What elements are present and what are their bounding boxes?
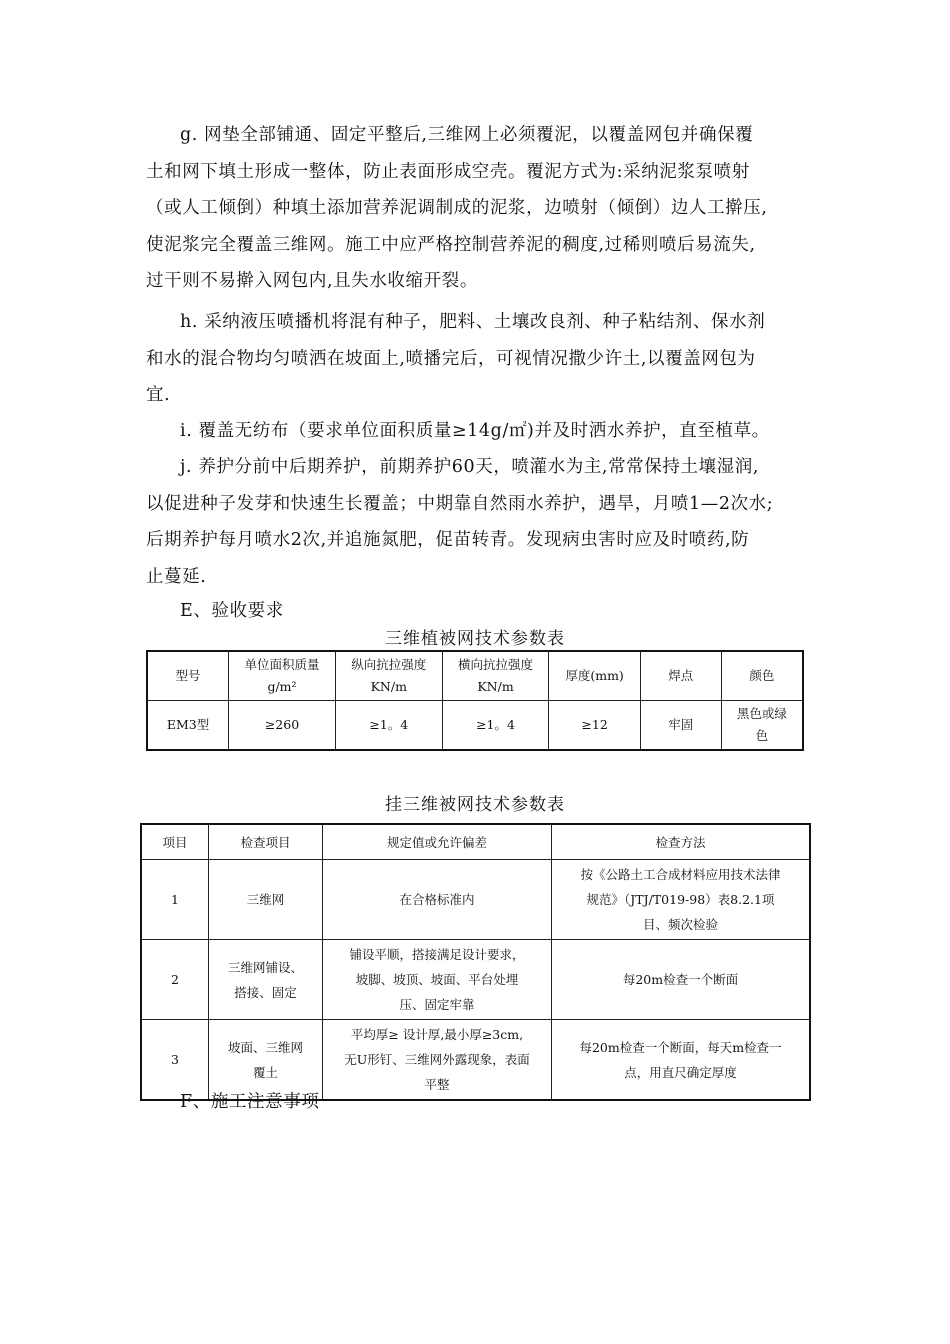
table-header-row bbox=[147, 651, 803, 701]
paragraph-line: 以促进种子发芽和快速生长覆盖；中期靠自然雨水养护，遇旱，月喷1—2次水; bbox=[146, 493, 774, 514]
tech-params-table bbox=[146, 650, 804, 751]
header-cell: 项目 bbox=[141, 824, 209, 860]
inspection-table bbox=[140, 823, 811, 1101]
header-cell: 型号 bbox=[147, 651, 229, 701]
paragraph-line: 土和网下填土形成一整体，防止表面形成空壳。覆泥方式为:采纳泥浆泵喷射 bbox=[146, 161, 750, 182]
table1-title: 三维植被网技术参数表 bbox=[385, 629, 565, 649]
paragraph-j bbox=[146, 449, 811, 595]
table-cell: 铺设平顺，搭接满足设计要求， 坡脚、坡顶、坡面、平台处埋 压、固定牢靠 bbox=[323, 940, 552, 1020]
header-cell: 单位面积质量 g/m² bbox=[229, 651, 336, 701]
header-cell: 检查方法 bbox=[552, 824, 811, 860]
table-cell: 坡面、三维网 覆土 bbox=[209, 1020, 323, 1101]
paragraph-line: i. 覆盖无纺布（要求单位面积质量≥14g/㎡)并及时洒水养护，直至植草。 bbox=[180, 421, 770, 441]
paragraph-line: 和水的混合物均匀喷洒在坡面上,喷播完后，可视情况撒少许土,以覆盖网包为 bbox=[146, 348, 756, 369]
section-f-heading: F、施工注意事项 bbox=[180, 1092, 320, 1112]
header-cell: 颜色 bbox=[721, 651, 803, 701]
paragraph-line: 止蔓延. bbox=[146, 566, 207, 587]
header-cell: 厚度(mm) bbox=[549, 651, 640, 701]
paragraph-line: 使泥浆完全覆盖三维网。施工中应严格控制营养泥的稠度,过稀则喷后易流失, bbox=[146, 234, 756, 255]
header-cell: 纵向抗拉强度 KN/m bbox=[335, 651, 442, 701]
table-cell: 平均厚≥ 设计厚,最小厚≥3cm, 无U形钉、三维网外露现象，表面 平整 bbox=[323, 1020, 552, 1101]
table-cell: ≥1。4 bbox=[442, 701, 549, 751]
table2-title: 挂三维被网技术参数表 bbox=[385, 795, 565, 815]
header-cell: 焊点 bbox=[640, 651, 721, 701]
table-cell: ≥12 bbox=[549, 701, 640, 751]
table-cell: 在合格标准内 bbox=[323, 860, 552, 940]
paragraph-line: h. 采纳液压喷播机将混有种子，肥料、土壤改良剂、种子粘结剂、保水剂 bbox=[180, 312, 766, 332]
paragraph-line: 过干则不易擀入网包内,且失水收缩开裂。 bbox=[146, 271, 478, 291]
table-header-row bbox=[141, 824, 810, 860]
table-row bbox=[141, 940, 810, 1020]
header-cell: 规定值或允许偏差 bbox=[323, 824, 552, 860]
table-row bbox=[147, 701, 803, 751]
section-e-heading: E、验收要求 bbox=[180, 601, 284, 621]
table-cell: 三维网铺设、 搭接、固定 bbox=[209, 940, 323, 1020]
table-row bbox=[141, 860, 810, 940]
paragraph-h bbox=[146, 304, 811, 414]
table-cell: 2 bbox=[141, 940, 209, 1020]
header-cell: 横向抗拉强度 KN/m bbox=[442, 651, 549, 701]
paragraph-line: （或人工倾倒）种填土添加营养泥调制成的泥浆，边喷射（倾倒）边人工擀压, bbox=[146, 198, 768, 218]
table-cell: 1 bbox=[141, 860, 209, 940]
paragraph-line: 宜. bbox=[146, 385, 171, 405]
paragraph-line: j. 养护分前中后期养护，前期养护60天，喷灌水为主,常常保持土壤湿润, bbox=[180, 457, 760, 477]
table-cell: EM3型 bbox=[147, 701, 229, 751]
table-cell: 牢固 bbox=[640, 701, 721, 751]
table-cell: 每20m检查一个断面 bbox=[552, 940, 811, 1020]
table-cell: ≥1。4 bbox=[335, 701, 442, 751]
paragraph-i bbox=[146, 413, 811, 450]
table-cell: 每20m检查一个断面，每天m检查一 点，用直尺确定厚度 bbox=[552, 1020, 811, 1101]
paragraph-g bbox=[146, 117, 811, 300]
table-cell: ≥260 bbox=[229, 701, 336, 751]
table-cell: 黑色或绿 色 bbox=[721, 701, 803, 751]
table-cell: 按《公路土工合成材料应用技术法律 规范》（JTJ/T019-98）表8.2.1项 目、频次检验 bbox=[552, 860, 811, 940]
paragraph-line: g. 网垫全部铺通、固定平整后,三维网上必须覆泥，以覆盖网包并确保覆 bbox=[180, 125, 754, 145]
table-cell: 3 bbox=[141, 1020, 209, 1101]
table-cell: 三维网 bbox=[209, 860, 323, 940]
header-cell: 检查项目 bbox=[209, 824, 323, 860]
paragraph-line: 后期养护每月喷水2次,并追施氮肥，促苗转青。发现病虫害时应及时喷药,防 bbox=[146, 530, 750, 550]
